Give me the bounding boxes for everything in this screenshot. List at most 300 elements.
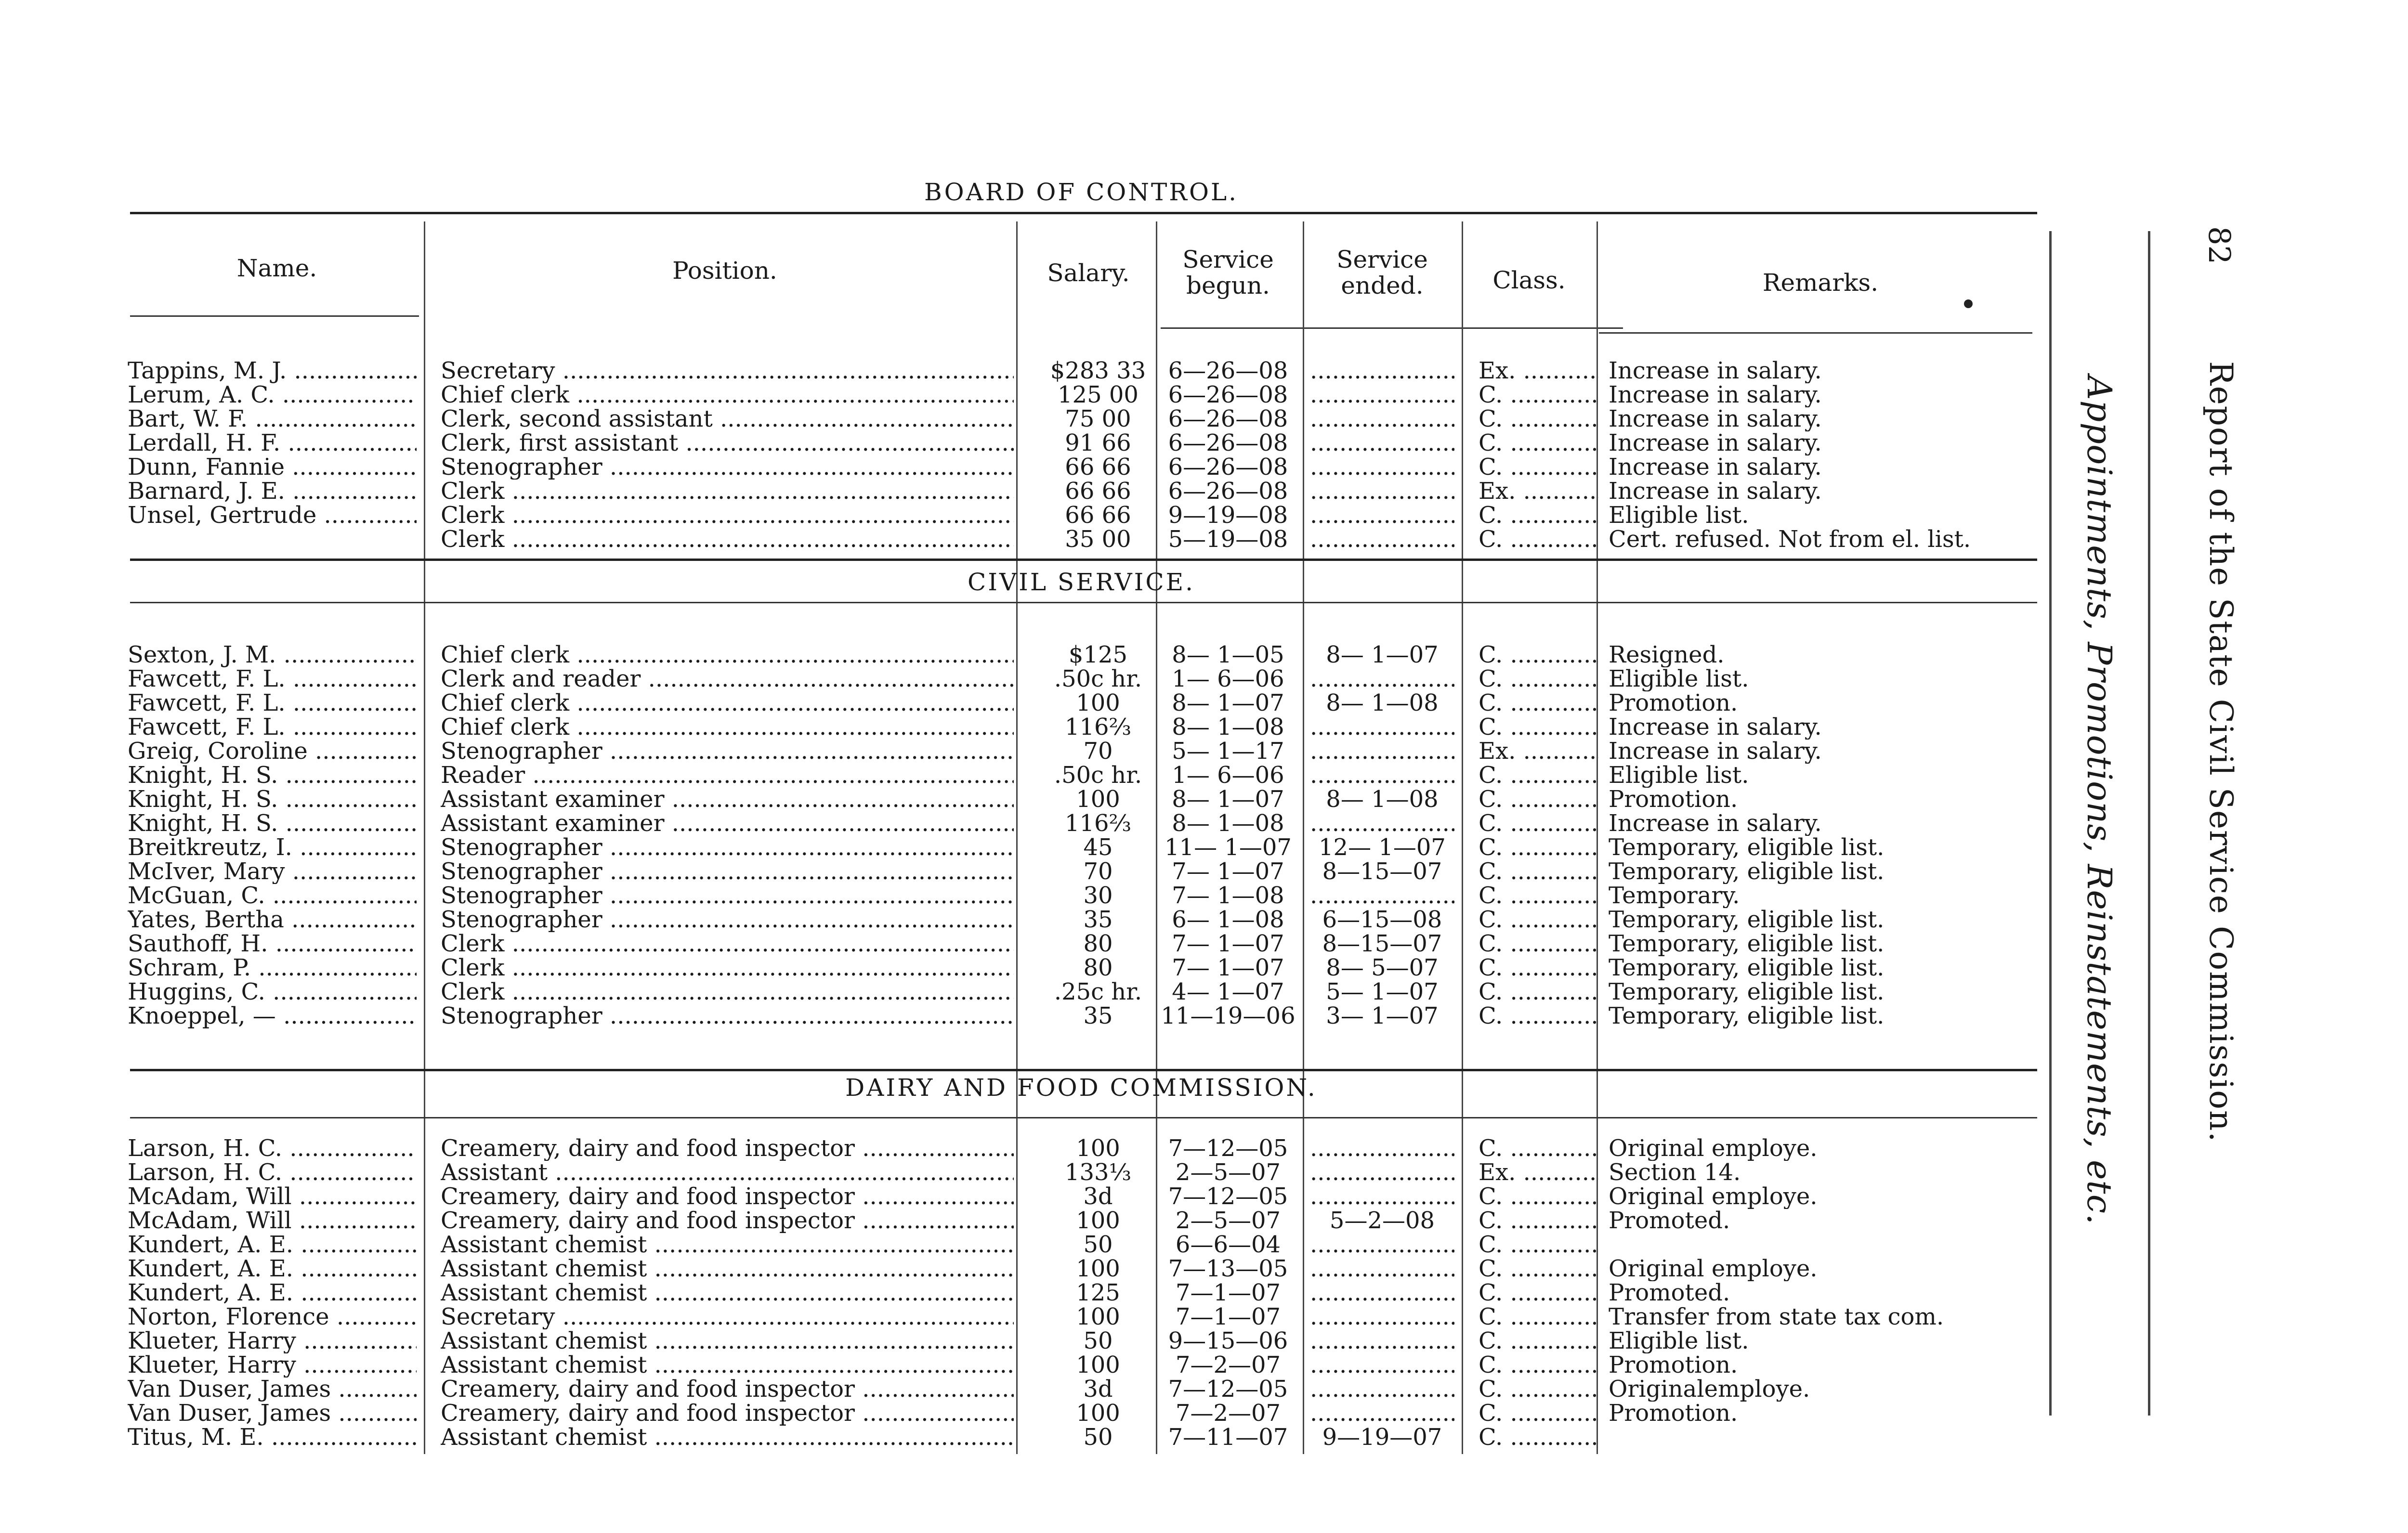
cell-class: C. ..... (1479, 455, 1599, 480)
cell-name: Sauthoff, H. ..... (128, 932, 417, 956)
cell-name: Knoeppel, — ..... (128, 1004, 417, 1028)
cell-remarks: Increase in salary. (1609, 479, 1822, 504)
cell-class: C. ..... (1479, 1233, 1599, 1257)
table-row (0, 479, 2047, 504)
cell-salary: 66 66 (1065, 503, 1131, 528)
cell-class: C. ..... (1479, 763, 1599, 788)
cell-service-begun: 2—5—07 (1175, 1160, 1281, 1185)
cell-remarks: Promotion. (1609, 787, 1738, 812)
cell-position: Clerk ..... (441, 980, 1014, 1004)
stray-dot-mark (1964, 299, 1973, 308)
cell-service-begun: 8— 1—05 (1172, 643, 1284, 667)
cell-class: C. ..... (1479, 407, 1599, 431)
cell-position: Clerk ..... (441, 527, 1014, 552)
cell-class: C. ..... (1479, 787, 1599, 812)
cell-remarks: Promoted. (1609, 1208, 1730, 1233)
cell-name: Van Duser, James ..... (128, 1401, 417, 1426)
cell-class: C. ..... (1479, 1305, 1599, 1329)
table-row (0, 859, 2047, 884)
cell-position: Creamery, dairy and food inspector ..... (441, 1136, 1014, 1161)
cell-class: C. ..... (1479, 1401, 1599, 1426)
table-row (0, 667, 2047, 691)
column-header-service-begun: Service begun. (1182, 246, 1274, 299)
cell-service-ended: 6—15—08 (1322, 908, 1442, 932)
cell-service-begun: 8— 1—07 (1172, 691, 1284, 715)
cell-position: Assistant chemist ..... (441, 1425, 1014, 1450)
cell-service-begun: 6—26—08 (1168, 407, 1288, 431)
cell-name: Norton, Florence ..... (128, 1305, 417, 1329)
cell-remarks: Resigned. (1609, 643, 1725, 667)
cell-service-begun: 4— 1—07 (1172, 980, 1284, 1004)
cell-service-begun: 7— 1—07 (1172, 859, 1284, 884)
cell-name: Kundert, A. E. ..... (128, 1257, 417, 1281)
cell-service-begun: 7—2—07 (1175, 1401, 1281, 1426)
cell-service-begun: 6—26—08 (1168, 479, 1288, 504)
table-row (0, 1353, 2047, 1377)
cell-name: McAdam, Will ..... (128, 1184, 417, 1209)
cell-service-ended (1310, 739, 1454, 764)
cell-salary: 50 (1083, 1425, 1113, 1450)
cell-class: Ex. ..... (1479, 479, 1599, 504)
cell-service-ended: 8—15—07 (1322, 932, 1442, 956)
table-row (0, 1208, 2047, 1233)
table-row (0, 908, 2047, 932)
cell-position: Clerk ..... (441, 956, 1014, 980)
cell-service-begun: 5—19—08 (1168, 527, 1288, 552)
cell-class: C. ..... (1479, 1257, 1599, 1281)
cell-service-begun: 7— 1—07 (1172, 932, 1284, 956)
cell-service-begun: 11— 1—07 (1165, 835, 1292, 860)
cell-class: C. ..... (1479, 1377, 1599, 1402)
column-header-position: Position. (672, 257, 777, 285)
cell-name: Yates, Bertha ..... (128, 908, 417, 932)
cell-salary: 80 (1083, 932, 1113, 956)
cell-name: Titus, M. E. ..... (128, 1425, 417, 1450)
cell-name: Van Duser, James ..... (128, 1377, 417, 1402)
cell-name: Larson, H. C. ..... (128, 1160, 417, 1185)
cell-service-begun: 7—13—05 (1168, 1257, 1288, 1281)
cell-service-begun: 7—12—05 (1168, 1136, 1288, 1161)
cell-remarks: Transfer from state tax com. (1609, 1305, 1944, 1329)
cell-salary: .25c hr. (1054, 980, 1142, 1004)
cell-service-begun: 6— 1—08 (1172, 908, 1284, 932)
cell-salary: 35 00 (1065, 527, 1131, 552)
cell-salary: .50c hr. (1054, 763, 1142, 788)
cell-salary: 3d (1083, 1377, 1113, 1402)
cell-name: McIver, Mary ..... (128, 859, 417, 884)
cell-name: McAdam, Will ..... (128, 1208, 417, 1233)
cell-name: Greig, Coroline ..... (128, 739, 417, 764)
cell-remarks: Original employe. (1609, 1257, 1818, 1281)
cell-salary: 70 (1083, 859, 1113, 884)
cell-service-ended (1310, 715, 1454, 740)
cell-name: Klueter, Harry ..... (128, 1353, 417, 1377)
cell-service-ended (1310, 1329, 1454, 1353)
cell-salary: 100 (1076, 691, 1120, 715)
cell-position: Creamery, dairy and food inspector ..... (441, 1377, 1014, 1402)
cell-service-ended: 3— 1—07 (1326, 1004, 1439, 1028)
cell-position: Clerk and reader ..... (441, 667, 1014, 691)
column-header-class: Class. (1492, 266, 1566, 294)
cell-position: Secretary ..... (441, 359, 1014, 383)
cell-salary: 125 (1076, 1281, 1120, 1305)
cell-service-ended (1310, 1184, 1454, 1209)
section-rule (130, 1117, 2037, 1118)
cell-class: Ex. ..... (1479, 739, 1599, 764)
column-header-remarks: Remarks. (1762, 269, 1879, 297)
cell-name: Sexton, J. M. ..... (128, 643, 417, 667)
table-row (0, 383, 2047, 407)
cell-class: C. ..... (1479, 859, 1599, 884)
cell-remarks: Promotion. (1609, 1401, 1738, 1426)
cell-service-ended: 12— 1—07 (1319, 835, 1446, 860)
cell-service-ended (1310, 1281, 1454, 1305)
cell-remarks: Eligible list. (1609, 667, 1749, 691)
cell-remarks: Increase in salary. (1609, 383, 1822, 407)
cell-service-ended: 5—2—08 (1329, 1208, 1435, 1233)
cell-remarks: Increase in salary. (1609, 455, 1822, 480)
cell-name: Knight, H. S. ..... (128, 763, 417, 788)
cell-service-begun: 9—15—06 (1168, 1329, 1288, 1353)
cell-remarks: Eligible list. (1609, 503, 1749, 528)
cell-remarks: Promotion. (1609, 1353, 1738, 1377)
cell-remarks: Eligible list. (1609, 763, 1749, 788)
cell-position: Assistant chemist ..... (441, 1353, 1014, 1377)
cell-position: Assistant examiner ..... (441, 811, 1014, 836)
table-row (0, 811, 2047, 836)
cell-position: Assistant ..... (441, 1160, 1014, 1185)
cell-position: Assistant chemist ..... (441, 1257, 1014, 1281)
cell-position: Assistant examiner ..... (441, 787, 1014, 812)
cell-remarks: Original employe. (1609, 1136, 1818, 1161)
cell-service-ended (1310, 763, 1454, 788)
table-row (0, 431, 2047, 455)
cell-class: C. ..... (1479, 643, 1599, 667)
cell-service-begun: 6—26—08 (1168, 383, 1288, 407)
table-row (0, 1425, 2047, 1450)
table-row (0, 763, 2047, 788)
cell-class: C. ..... (1479, 431, 1599, 455)
section-rule (130, 559, 2037, 561)
cell-service-ended: 8— 1—08 (1326, 691, 1439, 715)
cell-service-ended (1310, 1305, 1454, 1329)
table-row (0, 503, 2047, 528)
cell-service-begun: 7—1—07 (1175, 1281, 1281, 1305)
section-title-board-of-control: BOARD OF CONTROL. (924, 178, 1239, 206)
header-underline-remarks (1599, 332, 2032, 334)
cell-service-ended (1310, 883, 1454, 908)
cell-salary: 116⅔ (1064, 715, 1132, 740)
cell-class: C. ..... (1479, 1329, 1599, 1353)
cell-class: C. ..... (1479, 383, 1599, 407)
cell-remarks: Section 14. (1609, 1160, 1741, 1185)
table-row (0, 1329, 2047, 1353)
cell-remarks: Temporary, eligible list. (1609, 908, 1885, 932)
cell-service-ended (1310, 431, 1454, 455)
cell-remarks: Original employe. (1609, 1184, 1818, 1209)
cell-salary: 50 (1083, 1329, 1113, 1353)
cell-name: Fawcett, F. L. ..... (128, 715, 417, 740)
cell-service-ended (1310, 1377, 1454, 1402)
cell-salary: 100 (1076, 1401, 1120, 1426)
cell-service-ended (1310, 359, 1454, 383)
table-row (0, 1184, 2047, 1209)
cell-class: C. ..... (1479, 503, 1599, 528)
table-row (0, 1281, 2047, 1305)
table-row (0, 932, 2047, 956)
cell-remarks: Temporary, eligible list. (1609, 859, 1885, 884)
cell-name: Klueter, Harry ..... (128, 1329, 417, 1353)
cell-remarks: Increase in salary. (1609, 715, 1822, 740)
table-row (0, 691, 2047, 715)
cell-salary: 70 (1083, 739, 1113, 764)
page-number: 82 (2202, 226, 2237, 264)
cell-service-ended (1310, 407, 1454, 431)
cell-remarks: Promotion. (1609, 691, 1738, 715)
cell-remarks: Temporary, eligible list. (1609, 956, 1885, 980)
cell-name: Larson, H. C. ..... (128, 1136, 417, 1161)
cell-service-begun: 8— 1—08 (1172, 715, 1284, 740)
cell-position: Chief clerk ..... (441, 383, 1014, 407)
table-row (0, 1377, 2047, 1402)
table-row (0, 715, 2047, 740)
cell-position: Assistant chemist ..... (441, 1233, 1014, 1257)
cell-name: Barnard, J. E. ..... (128, 479, 417, 504)
cell-name: Fawcett, F. L. ..... (128, 667, 417, 691)
cell-name: Kundert, A. E. ..... (128, 1281, 417, 1305)
cell-position: Clerk ..... (441, 503, 1014, 528)
cell-class: C. ..... (1479, 1004, 1599, 1028)
cell-class: C. ..... (1479, 956, 1599, 980)
cell-salary: 100 (1076, 1208, 1120, 1233)
table-row (0, 643, 2047, 667)
cell-class: C. ..... (1479, 715, 1599, 740)
cell-salary: $125 (1068, 643, 1128, 667)
cell-service-ended (1310, 1353, 1454, 1377)
cell-service-ended (1310, 1136, 1454, 1161)
cell-remarks: Increase in salary. (1609, 811, 1822, 836)
cell-service-begun: 7—12—05 (1168, 1184, 1288, 1209)
cell-salary: 30 (1083, 883, 1113, 908)
cell-position: Stenographer ..... (441, 739, 1014, 764)
cell-remarks: Temporary, eligible list. (1609, 835, 1885, 860)
table-row (0, 407, 2047, 431)
cell-name: Kundert, A. E. ..... (128, 1233, 417, 1257)
table-row (0, 739, 2047, 764)
cell-position: Clerk, first assistant ..... (441, 431, 1014, 455)
cell-class: C. ..... (1479, 691, 1599, 715)
cell-class: C. ..... (1479, 1136, 1599, 1161)
cell-service-ended (1310, 455, 1454, 480)
table-row (0, 359, 2047, 383)
cell-position: Stenographer ..... (441, 835, 1014, 860)
cell-remarks: Eligible list. (1609, 1329, 1749, 1353)
cell-salary: 125 00 (1058, 383, 1139, 407)
cell-salary: 75 00 (1065, 407, 1131, 431)
table-row (0, 1401, 2047, 1426)
cell-class: C. ..... (1479, 932, 1599, 956)
cell-salary: 100 (1076, 1305, 1120, 1329)
cell-class: C. ..... (1479, 1353, 1599, 1377)
cell-remarks: Originalemploye. (1609, 1377, 1810, 1402)
cell-service-ended: 8— 1—08 (1326, 787, 1439, 812)
cell-class: C. ..... (1479, 980, 1599, 1004)
cell-name: Lerum, A. C. ..... (128, 383, 417, 407)
cell-position: Creamery, dairy and food inspector ..... (441, 1208, 1014, 1233)
cell-salary: 3d (1083, 1184, 1113, 1209)
cell-name: Dunn, Fannie ..... (128, 455, 417, 480)
cell-service-begun: 8— 1—07 (1172, 787, 1284, 812)
cell-service-ended: 9—19—07 (1322, 1425, 1442, 1450)
cell-salary: 133⅓ (1064, 1160, 1132, 1185)
cell-class: C. ..... (1479, 908, 1599, 932)
section-title-dairy-and-food-commission: DAIRY AND FOOD COMMISSION. (845, 1074, 1317, 1102)
cell-name: Fawcett, F. L. ..... (128, 691, 417, 715)
cell-remarks: Increase in salary. (1609, 431, 1822, 455)
cell-service-ended (1310, 667, 1454, 691)
cell-service-ended: 8— 5—07 (1326, 956, 1439, 980)
cell-class: C. ..... (1479, 835, 1599, 860)
table-row (0, 956, 2047, 980)
cell-class: Ex. ..... (1479, 359, 1599, 383)
cell-salary: 100 (1076, 787, 1120, 812)
cell-salary: 35 (1083, 1004, 1113, 1028)
cell-salary: 66 66 (1065, 479, 1131, 504)
cell-position: Chief clerk ..... (441, 691, 1014, 715)
cell-service-ended: 8—15—07 (1322, 859, 1442, 884)
cell-name: McGuan, C. ..... (128, 883, 417, 908)
cell-position: Clerk, second assistant ..... (441, 407, 1014, 431)
cell-salary: 100 (1076, 1136, 1120, 1161)
cell-salary: 100 (1076, 1353, 1120, 1377)
cell-service-begun: 5— 1—17 (1172, 739, 1284, 764)
cell-service-begun: 7—2—07 (1175, 1353, 1281, 1377)
cell-position: Creamery, dairy and food inspector ..... (441, 1401, 1014, 1426)
table-row (0, 883, 2047, 908)
column-header-service-ended: Service ended. (1336, 246, 1428, 299)
cell-name: Unsel, Gertrude ..... (128, 503, 417, 528)
cell-class: C. ..... (1479, 667, 1599, 691)
cell-name: Tappins, M. J. ..... (128, 359, 417, 383)
cell-service-begun: 6—26—08 (1168, 359, 1288, 383)
table-row (0, 787, 2047, 812)
cell-service-ended (1310, 383, 1454, 407)
cell-remarks: Temporary, eligible list. (1609, 980, 1885, 1004)
side-rule-inner (2049, 231, 2052, 1416)
cell-class: C. ..... (1479, 1208, 1599, 1233)
cell-class: C. ..... (1479, 883, 1599, 908)
cell-salary: .50c hr. (1054, 667, 1142, 691)
cell-class: Ex. ..... (1479, 1160, 1599, 1185)
cell-service-ended (1310, 527, 1454, 552)
subject-heading: Appointments, Promotions, Reinstatements, etc. (2080, 376, 2119, 1225)
table-top-rule (130, 212, 2037, 214)
cell-service-ended (1310, 1160, 1454, 1185)
cell-salary: 50 (1083, 1233, 1113, 1257)
cell-name: Breitkreutz, I. ..... (128, 835, 417, 860)
cell-remarks: Increase in salary. (1609, 359, 1822, 383)
cell-service-ended (1310, 811, 1454, 836)
cell-position: Creamery, dairy and food inspector ..... (441, 1184, 1014, 1209)
cell-service-begun: 6—26—08 (1168, 455, 1288, 480)
cell-service-begun: 7— 1—08 (1172, 883, 1284, 908)
cell-service-begun: 7— 1—07 (1172, 956, 1284, 980)
cell-class: C. ..... (1479, 1425, 1599, 1450)
cell-service-begun: 1— 6—06 (1172, 763, 1284, 788)
cell-salary: 35 (1083, 908, 1113, 932)
cell-service-begun: 7—12—05 (1168, 1377, 1288, 1402)
cell-position: Chief clerk ..... (441, 643, 1014, 667)
cell-service-begun: 11—19—06 (1161, 1004, 1296, 1028)
cell-position: Assistant chemist ..... (441, 1329, 1014, 1353)
cell-position: Stenographer ..... (441, 1004, 1014, 1028)
table-row (0, 1257, 2047, 1281)
header-underline-name (130, 315, 419, 317)
cell-remarks: Promoted. (1609, 1281, 1730, 1305)
table-row (0, 1160, 2047, 1185)
cell-service-ended (1310, 1257, 1454, 1281)
cell-remarks: Cert. refused. Not from el. list. (1609, 527, 1971, 552)
cell-service-begun: 7—11—07 (1168, 1425, 1288, 1450)
cell-position: Clerk ..... (441, 932, 1014, 956)
cell-salary: 45 (1083, 835, 1113, 860)
cell-position: Secretary ..... (441, 1305, 1014, 1329)
cell-service-begun: 9—19—08 (1168, 503, 1288, 528)
cell-name: Bart, W. F. ..... (128, 407, 417, 431)
cell-service-ended (1310, 1233, 1454, 1257)
cell-position: Reader ..... (441, 763, 1014, 788)
running-head: Report of the State Civil Service Commission. (2202, 361, 2239, 1143)
cell-position: Clerk ..... (441, 479, 1014, 504)
cell-service-ended: 8— 1—07 (1326, 643, 1439, 667)
section-title-civil-service: CIVIL SERVICE. (967, 568, 1195, 596)
cell-service-begun: 6—26—08 (1168, 431, 1288, 455)
cell-service-ended (1310, 503, 1454, 528)
cell-position: Stenographer ..... (441, 859, 1014, 884)
cell-salary: 100 (1076, 1257, 1120, 1281)
column-header-salary: Salary. (1047, 259, 1130, 287)
table-row (0, 527, 2047, 552)
side-rule-outer (2148, 231, 2150, 1416)
cell-position: Assistant chemist ..... (441, 1281, 1014, 1305)
cell-service-ended: 5— 1—07 (1326, 980, 1439, 1004)
cell-class: C. ..... (1479, 1281, 1599, 1305)
cell-name: Huggins, C. ..... (128, 980, 417, 1004)
cell-salary: 116⅔ (1064, 811, 1132, 836)
section-rule (130, 1069, 2037, 1071)
cell-service-ended (1310, 1401, 1454, 1426)
cell-salary: 80 (1083, 956, 1113, 980)
table-row (0, 1004, 2047, 1028)
cell-name: Knight, H. S. ..... (128, 787, 417, 812)
cell-service-begun: 2—5—07 (1175, 1208, 1281, 1233)
cell-remarks: Temporary. (1609, 883, 1740, 908)
cell-name: Knight, H. S. ..... (128, 811, 417, 836)
cell-class: C. ..... (1479, 527, 1599, 552)
cell-remarks: Temporary, eligible list. (1609, 1004, 1885, 1028)
cell-name: Schram, P. ..... (128, 956, 417, 980)
cell-name: Lerdall, H. F. ..... (128, 431, 417, 455)
table-row (0, 455, 2047, 480)
cell-service-begun: 8— 1—08 (1172, 811, 1284, 836)
cell-class: C. ..... (1479, 1184, 1599, 1209)
cell-service-begun: 6—6—04 (1175, 1233, 1281, 1257)
cell-position: Stenographer ..... (441, 455, 1014, 480)
cell-position: Stenographer ..... (441, 908, 1014, 932)
cell-service-begun: 1— 6—06 (1172, 667, 1284, 691)
column-header-name: Name. (236, 254, 317, 282)
table-row (0, 835, 2047, 860)
